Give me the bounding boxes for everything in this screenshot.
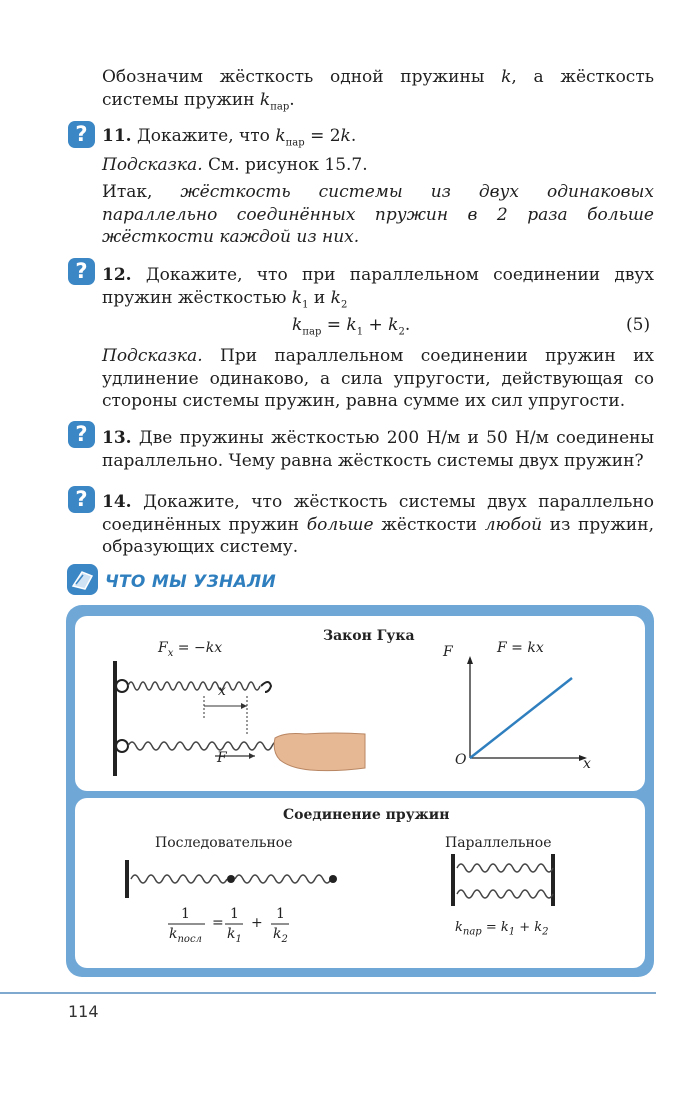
- spring-end: [329, 875, 337, 883]
- formula-rest: = −kx: [173, 640, 223, 656]
- denominator: [273, 926, 288, 945]
- question-11: [102, 125, 654, 155]
- question-14: [102, 491, 654, 559]
- subscript: 2: [281, 933, 288, 945]
- question-text: Докажите, что: [131, 126, 276, 146]
- graph-f-axis-label: F: [443, 644, 453, 660]
- question-icon: ?: [68, 121, 95, 148]
- k-symbol: k: [227, 926, 236, 942]
- subscript: 2: [542, 926, 549, 938]
- conclusion-text: Итак,: [102, 182, 181, 202]
- q11-hint: [102, 154, 654, 177]
- question-number: 14.: [102, 492, 132, 512]
- summary-frame: [66, 605, 654, 977]
- question-text: из пружин, образующих систему.: [102, 514, 654, 557]
- footer-rule: [0, 992, 656, 994]
- arrowhead: [467, 656, 473, 664]
- italic-word: больше: [306, 514, 374, 535]
- hint-label: Подсказка.: [102, 155, 203, 175]
- subscript: пар: [270, 100, 290, 112]
- spring-hook: [116, 680, 128, 692]
- question-icon: ?: [68, 486, 95, 513]
- question-number: 13.: [102, 428, 132, 448]
- spring-relaxed: [128, 682, 260, 690]
- plus: +: [251, 915, 263, 931]
- graph-line: [470, 678, 572, 758]
- question-text: жёсткости: [373, 514, 485, 535]
- spring-2: [235, 875, 331, 883]
- parallel-spring-2: [457, 890, 553, 898]
- hand-image: [274, 733, 365, 771]
- graph-x-axis-label: x: [583, 756, 591, 772]
- connection-title: Соединение пружин: [283, 807, 450, 823]
- numerator: 1: [230, 906, 239, 922]
- k-symbol: k: [259, 89, 271, 110]
- question-text: и: [308, 287, 331, 308]
- k-symbol: k: [292, 315, 303, 335]
- force-label: F: [217, 750, 227, 766]
- q12-hint: [102, 345, 654, 413]
- question-number: 11.: [102, 126, 132, 146]
- k-symbol: k: [273, 926, 282, 942]
- k-symbol: k: [388, 315, 399, 335]
- spring-hook: [261, 682, 271, 692]
- formula-rest: + k: [515, 920, 543, 935]
- graph-formula: F = kx: [497, 640, 544, 656]
- question-number: 12.: [102, 265, 132, 285]
- intro-text: Обозначим жёсткость одной пружины: [102, 67, 502, 87]
- k-symbol: k: [330, 287, 341, 308]
- conclusion-paragraph: [102, 181, 654, 249]
- intro-text: , а жёсткость системы пружин: [102, 67, 654, 110]
- connection-diagram: [75, 798, 645, 968]
- italic-word: любой: [484, 514, 543, 535]
- question-text: .: [350, 126, 357, 146]
- arrowhead: [241, 703, 247, 709]
- summary-heading: ЧТО МЫ УЗНАЛИ: [105, 572, 276, 592]
- hint-text: При параллельном соединении пружин их удлинение одинаково, а сила упругости, действующая со стороны системы пружин, равна сумме их сил упругости.: [102, 346, 654, 411]
- subscript: x: [167, 647, 174, 659]
- k-symbol: k: [340, 126, 351, 146]
- spring-joint: [227, 875, 235, 883]
- subscript: 1: [235, 933, 242, 945]
- parallel-spring-1: [457, 864, 553, 872]
- graph-origin-label: O: [455, 752, 467, 768]
- conclusion-italic: жёсткость системы из двух одинаковых параллельно соединённых пружин в 2 раза больше жёсткости каждой из них.: [102, 182, 654, 247]
- subscript: 2: [340, 298, 348, 310]
- denominator: [227, 926, 242, 945]
- k-symbol: k: [346, 315, 357, 335]
- subscript: пар: [302, 326, 322, 338]
- formula-number: (5): [626, 315, 651, 335]
- parallel-formula: [455, 920, 549, 938]
- intro-text: .: [289, 89, 295, 110]
- summary-icon: [67, 564, 98, 595]
- connection-panel: [75, 798, 645, 968]
- formula-rest: = k: [481, 920, 509, 935]
- subscript: 1: [302, 298, 309, 310]
- question-text: = 2: [304, 126, 341, 146]
- subscript: посл: [177, 933, 202, 945]
- hooke-title: Закон Гука: [323, 628, 415, 644]
- subscript: 1: [508, 926, 516, 938]
- parallel-label: Параллельное: [445, 835, 552, 851]
- hooke-panel: [75, 616, 645, 791]
- k-symbol: k: [501, 67, 512, 87]
- x-label: x: [218, 683, 226, 699]
- question-12: [102, 264, 654, 316]
- question-icon: ?: [68, 258, 95, 285]
- question-text: Докажите, что жёсткость системы двух параллельно соединённых пружин: [102, 492, 654, 535]
- subscript: 2: [398, 326, 405, 338]
- numerator: 1: [181, 906, 190, 922]
- subscript: пар: [462, 926, 482, 938]
- spring-1: [131, 875, 227, 883]
- equals: =: [321, 315, 347, 335]
- hint-label: Подсказка.: [102, 346, 203, 366]
- force-symbol: F: [158, 640, 168, 656]
- question-text: Докажите, что при параллельном соединении двух пружин жёсткостью: [102, 265, 654, 308]
- spring-hook: [116, 740, 128, 752]
- denominator: [169, 926, 202, 945]
- k-symbol: k: [291, 287, 303, 308]
- question-text: Две пружины жёсткостью 200 Н/м и 50 Н/м соединены параллельно. Чему равна жёсткость системы двух пружин?: [102, 428, 654, 471]
- subscript: 1: [356, 326, 364, 338]
- k-symbol: k: [169, 926, 178, 942]
- hint-text: См. рисунок 15.7.: [202, 155, 368, 175]
- formula-5: [292, 315, 410, 337]
- intro-paragraph: [102, 66, 654, 118]
- plus: +: [363, 315, 389, 335]
- subscript: пар: [285, 137, 305, 149]
- equals: =: [212, 915, 224, 931]
- numerator: 1: [276, 906, 285, 922]
- question-icon: ?: [68, 421, 95, 448]
- question-13: [102, 427, 654, 472]
- period: .: [404, 315, 411, 335]
- hooke-diagram: [75, 616, 645, 791]
- series-label: Последовательное: [155, 835, 293, 851]
- k-symbol: k: [455, 920, 463, 935]
- page-number: 114: [68, 1002, 99, 1021]
- arrowhead: [249, 753, 255, 759]
- k-symbol: k: [275, 126, 286, 146]
- spring-stretched: [128, 742, 288, 750]
